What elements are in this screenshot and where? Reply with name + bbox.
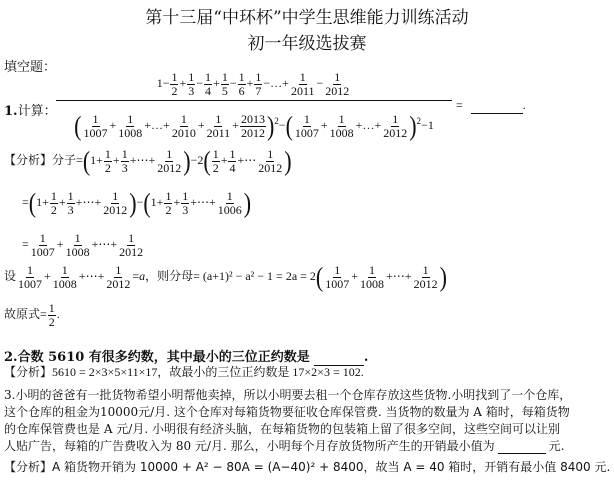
q1-big-fraction xyxy=(56,66,452,141)
document-subtitle: 初一年级选拔赛 xyxy=(247,34,367,54)
a1-line3: = $\frac{1}{1007}$ + $\frac{1}{1008}$ +⋯+ $\frac{1}{2012}$ xyxy=(22,231,144,259)
a1-line1: 【分析】分子=(1+ $\frac{1}{2}$ + $\frac{1}{3}$ +⋯+ $\frac{1}{2012}$ )−2( $\frac{1}{2}$ + $\frac{1}{4}$ +⋯ $\frac{1}{2012}$ ) xyxy=(4,144,292,177)
document-title: 第十三届“中环杯”中学生思维能力训练活动 xyxy=(145,8,469,28)
a1-line2: =(1+ $\frac{1}{2}$ + $\frac{1}{3}$ +⋯+ $\frac{1}{2012}$ )−(1+ $\frac{1}{2}$ + $\frac{1}{3}$ +⋯+ $\frac{1}{1006}$ ) xyxy=(22,186,252,219)
q2-text: 2.合数 5610 有很多约数，其中最小的三位正约数是 . xyxy=(4,350,369,365)
q1-label-text: 计算： xyxy=(17,104,57,119)
q1-denominator: ( $\frac{1}{1007}$ + $\frac{1}{1008}$ +…+ $\frac{1}{2010}$ + $\frac{1}{2011}$ + $\frac{2013}{2012}$ )$^2$−( $\frac{1}{1007}$ + $\frac{1}{1008}$ +…+ $\frac{1}{2012}$ )$^2$−1 xyxy=(74,110,434,142)
q1-numerator: 1− $\frac{1}{2}$ + $\frac{1}{3}$ − $\frac{1}{4}$ + $\frac{1}{5}$ − $\frac{1}{6}$ + $\frac{1}{7}$ −…+ $\frac{1}{2011}$ − $\frac{1}{2012}$ xyxy=(156,70,350,98)
q3-line1: 3.小明的爸爸有一批货物希望小明帮他卖掉，所以小明要去租一个仓库存放这些货物.小明找到了一个仓库， xyxy=(4,388,572,402)
q1-number: 1. xyxy=(4,104,18,119)
q3-line2: 这个仓库的租金为10000元/月. 这个仓库对每箱货物要征收仓库保管费. 当货物的数量为 A 箱时，每箱货物 xyxy=(4,405,570,419)
a1-conclusion: 故原式= $\frac{1}{2}$ . xyxy=(4,301,60,329)
q2-analysis: 【分析】5610 = 2×3×5×11×17，故最小的三位正约数是 17×2×3 = 102. xyxy=(4,365,364,379)
q3-line3: 的仓库保管费也是 A 元/月. 小明很有经济头脑，在每箱货物的包装箱上留了很多空间，这些空间可以让别 xyxy=(4,422,560,436)
section-heading: 填空题： xyxy=(4,60,57,75)
q1-answer-blank[interactable] xyxy=(471,98,523,114)
q1-equals: = . xyxy=(456,98,526,112)
q3-analysis: 【分析】A 箱货物开销为 10000 + A² − 80A = (A−40)² + 8400，故当 A = 40 箱时，开销有最小值 8400 元. xyxy=(4,460,611,474)
q1-label xyxy=(4,100,57,119)
q3-answer-blank[interactable] xyxy=(498,439,546,454)
q3-line4: 人贴广告，每箱的广告费收入为 80 元/月. 那么，小明每个月存放货物所产生的开销最小值为 元. xyxy=(4,439,565,453)
a1-line4: 设 $\frac{1}{1007}$ + $\frac{1}{1008}$ +⋯+ $\frac{1}{2012}$ =a，则分母= (a+1)² − a² − 1 = 2a = 2( $\frac{1}{1007}$ + $\frac{1}{1008}$ +⋯+ $\frac{1}{2012}$ ) xyxy=(4,260,447,293)
a1-tag: 【分析】 xyxy=(4,152,53,167)
